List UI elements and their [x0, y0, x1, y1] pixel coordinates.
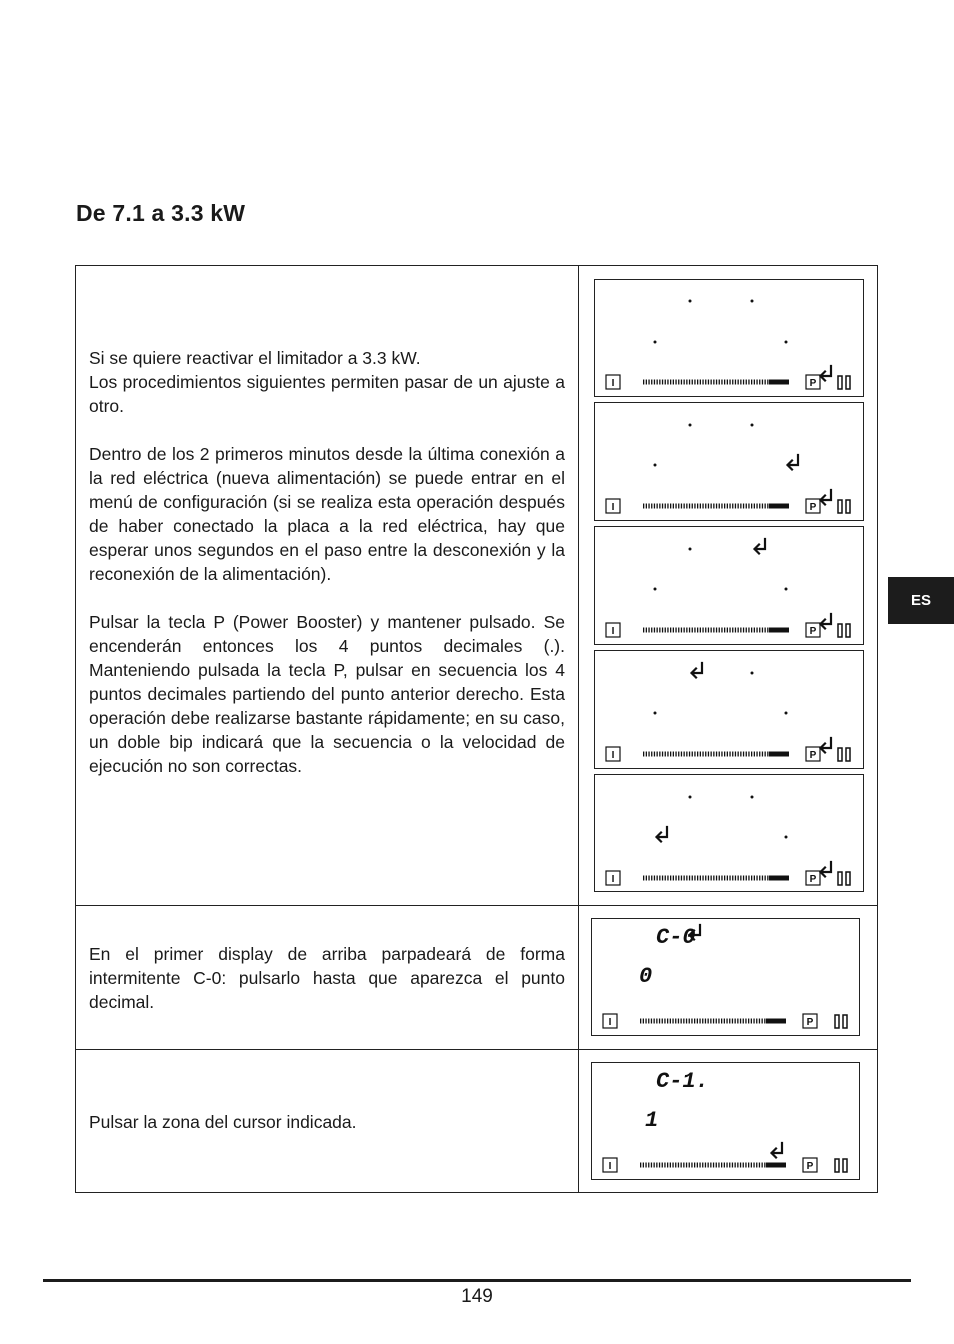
power-key-label: I: [611, 378, 615, 389]
decimal-dot: [689, 424, 692, 427]
power-key-label: I: [608, 1161, 612, 1172]
control-panel-display-2: [594, 402, 864, 521]
column-divider: [578, 266, 579, 905]
section-heading: De 7.1 a 3.3 kW: [76, 200, 246, 226]
pointer-icon: [692, 663, 703, 678]
paragraph: Si se quiere reactivar el limitador a 3.3 kW. Los procedimientos siguientes permiten pasar de un ajuste a otro.: [89, 348, 565, 416]
decimal-dot: [785, 712, 788, 715]
decimal-dot: [654, 588, 657, 591]
pointer-icon: [821, 366, 832, 381]
pointer-icon: [755, 539, 766, 554]
decimal-dot: [751, 672, 754, 675]
footer-divider: [43, 1279, 911, 1282]
pointer-icon: [821, 862, 832, 877]
decimal-dot: [785, 341, 788, 344]
decimal-dot: [689, 548, 692, 551]
paragraph: Dentro de los 2 primeros minutos desde la última conexión a la red eléctrica (nueva alimentación) se puede entrar en el menú de configuración (si se realiza esta operación después de haber conectado la placa a la red eléctrica, hay que esperar unos segundos en el paso entre la desconexión y la reconexión de la alimentación).: [89, 444, 565, 584]
language-tab: ES: [888, 577, 954, 624]
top-readout: C-1.: [656, 1069, 709, 1094]
double-bar-icon: [835, 1159, 847, 1172]
p-key-label: P: [809, 502, 817, 513]
slider-bar-icon: [643, 380, 789, 385]
column-divider: [578, 906, 579, 1049]
pointer-icon: [788, 455, 799, 470]
decimal-dot: [654, 464, 657, 467]
slider-bar-icon: [643, 876, 789, 881]
control-panel-display-1: [594, 279, 864, 397]
pointer-icon: [821, 614, 832, 629]
control-panel-display-7: [591, 1062, 860, 1180]
power-key-label: I: [611, 750, 615, 761]
decimal-dot: [751, 300, 754, 303]
p-key-label: P: [809, 874, 817, 885]
column-divider: [578, 1050, 579, 1192]
control-panel-display-3: [594, 526, 864, 645]
power-key-label: I: [611, 502, 615, 513]
decimal-dot: [654, 341, 657, 344]
instruction-text-2: [89, 942, 565, 1014]
instruction-text-3: [89, 1110, 565, 1134]
p-key-label: P: [809, 750, 817, 761]
control-panel-display-5: [594, 774, 864, 892]
double-bar-icon: [838, 872, 850, 885]
power-key-label: I: [608, 1017, 612, 1028]
slider-bar-icon: [643, 752, 789, 757]
double-bar-icon: [838, 748, 850, 761]
double-bar-icon: [838, 376, 850, 389]
power-key-label: I: [611, 874, 615, 885]
decimal-dot: [689, 300, 692, 303]
paragraph: Pulsar la tecla P (Power Booster) y mantener pulsado. Se encenderán entonces los 4 puntos decimales (.). Manteniendo pulsada la tecla P, pulsar en secuencia los 4 puntos decimales partiendo del punto anterior derecho. Esta operación debe realizarse bastante rápidamente; en su caso, un doble bip indicará que la secuencia o la velocidad de ejecución no son correctas.: [89, 612, 565, 776]
slider-bar-icon: [640, 1163, 786, 1168]
double-bar-icon: [838, 500, 850, 513]
slider-bar-icon: [643, 628, 789, 633]
pointer-icon: [821, 738, 832, 753]
slider-bar-icon: [640, 1019, 786, 1024]
decimal-dot: [654, 712, 657, 715]
pointer-icon: [772, 1143, 783, 1158]
decimal-dot: [785, 836, 788, 839]
decimal-dot: [751, 424, 754, 427]
bottom-readout: 1: [645, 1108, 659, 1133]
bottom-readout: 0: [639, 964, 653, 989]
decimal-dot: [689, 796, 692, 799]
p-key-label: P: [806, 1161, 814, 1172]
page-number: 149: [461, 1286, 493, 1307]
pointer-icon: [821, 490, 832, 505]
p-key-label: P: [806, 1017, 814, 1028]
p-key-label: P: [809, 626, 817, 637]
control-panel-display-4: [594, 650, 864, 769]
double-bar-icon: [838, 624, 850, 637]
decimal-dot: [785, 588, 788, 591]
pointer-icon: [657, 827, 668, 842]
top-readout: C-0: [656, 925, 696, 950]
power-key-label: I: [611, 626, 615, 637]
paragraph: En el primer display de arriba parpadeará de forma intermitente C-0: pulsarlo hasta que aparezca el punto decimal.: [89, 944, 565, 1012]
paragraph: Pulsar la zona del cursor indicada.: [89, 1112, 357, 1132]
p-key-label: P: [809, 378, 817, 389]
double-bar-icon: [835, 1015, 847, 1028]
instruction-text-1: [89, 346, 565, 778]
control-panel-display-6: [591, 918, 860, 1036]
slider-bar-icon: [643, 504, 789, 509]
decimal-dot: [751, 796, 754, 799]
